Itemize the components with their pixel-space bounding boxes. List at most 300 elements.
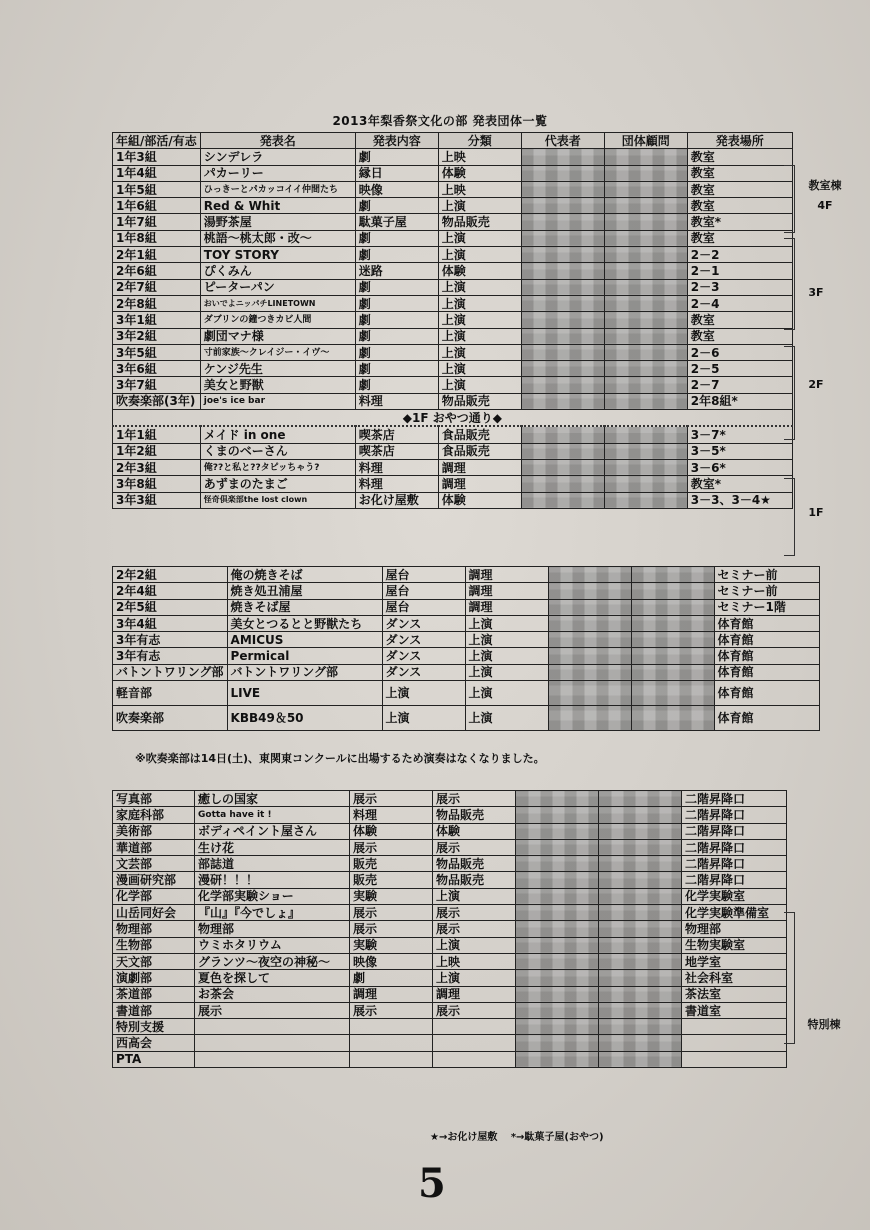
cell-col-4: 代表者 [521, 133, 604, 149]
cell-col-4 [521, 149, 604, 165]
cell-col-4 [521, 312, 604, 328]
cell-col-6: 二階昇降口 [682, 856, 787, 872]
table-row [113, 214, 793, 230]
cell-col-2: 劇 [355, 328, 438, 344]
cell-col-6: 二階昇降口 [682, 872, 787, 888]
cell-col-4 [516, 888, 599, 904]
table-row [113, 615, 820, 631]
cell-col-1: ボディペイント屋さん [195, 823, 350, 839]
cell-col-1: 物理部 [195, 921, 350, 937]
table-row [113, 791, 787, 807]
cell-col-2: 展示 [350, 1002, 433, 1018]
cell-col-2: 料理 [355, 476, 438, 492]
cell-col-0: 3年7組 [113, 377, 201, 393]
floor-label-special: 特別棟 [807, 1018, 841, 1031]
cell-col-5 [599, 839, 682, 855]
cell-col-2: 展示 [350, 839, 433, 855]
cell-col-4 [521, 344, 604, 360]
cell-col-3: 調理 [438, 459, 521, 475]
cell-col-2: 縁日 [355, 165, 438, 181]
cell-col-3: 展示 [433, 905, 516, 921]
cell-col-1: 『山』『今でしょ』 [195, 905, 350, 921]
cell-col-2: 屋台 [382, 567, 465, 583]
cell-col-3: 上演 [465, 648, 548, 664]
cell-col-2: 劇 [355, 279, 438, 295]
cell-col-5 [604, 263, 687, 279]
cell-col-2: 劇 [355, 377, 438, 393]
cell-col-2: 迷路 [355, 263, 438, 279]
cell-col-2 [350, 1019, 433, 1035]
cell-col-5 [599, 823, 682, 839]
cell-col-1: AMICUS [227, 632, 382, 648]
table-row [113, 181, 793, 197]
cell-col-3: 調理 [433, 986, 516, 1002]
cell-col-5 [599, 986, 682, 1002]
cell-col-1: 焼きそば屋 [227, 599, 382, 615]
cell-col-1: ピーターパン [200, 279, 355, 295]
cell-col-0: 華道部 [113, 839, 195, 855]
cell-col-2: 駄菓子屋 [355, 214, 438, 230]
cell-col-6: 体育館 [714, 648, 819, 664]
cell-col-0: 物理部 [113, 921, 195, 937]
cell-col-5 [604, 377, 687, 393]
table-row [113, 1019, 787, 1035]
cell-col-2: 料理 [355, 459, 438, 475]
cell-col-5 [604, 279, 687, 295]
cell-col-1: LIVE [227, 681, 382, 706]
cell-col-4 [548, 567, 631, 583]
cell-col-1: お茶会 [195, 986, 350, 1002]
cell-col-2: 映像 [355, 181, 438, 197]
cell-col-0: 2年3組 [113, 459, 201, 475]
cell-col-6: 教室 [687, 198, 792, 214]
cell-col-0: 書道部 [113, 1002, 195, 1018]
cell-col-3: 食品販売 [438, 426, 521, 443]
cell-col-2: 劇 [355, 361, 438, 377]
cell-col-6: 二階昇降口 [682, 823, 787, 839]
cell-col-4 [516, 839, 599, 855]
cell-col-2 [350, 1035, 433, 1051]
cell-col-0: PTA [113, 1051, 195, 1067]
cell-col-5 [631, 706, 714, 731]
cell-col-4 [548, 632, 631, 648]
cell-col-4 [521, 214, 604, 230]
cell-col-1: ひっきーとパカッコイイ仲間たち [200, 181, 355, 197]
cell-col-5 [599, 791, 682, 807]
table-row [113, 459, 793, 475]
cell-col-3: 上映 [438, 181, 521, 197]
cell-col-5 [604, 426, 687, 443]
cell-col-6: 体育館 [714, 681, 819, 706]
table-row [113, 279, 793, 295]
cell-col-5 [599, 921, 682, 937]
cell-col-3: 体験 [438, 263, 521, 279]
cell-col-0: 1年8組 [113, 230, 201, 246]
cell-col-0: 1年1組 [113, 426, 201, 443]
cell-col-3: 物品販売 [438, 214, 521, 230]
cell-col-0: 2年8組 [113, 295, 201, 311]
cell-col-0: 美術部 [113, 823, 195, 839]
table-row [113, 839, 787, 855]
cell-col-5 [631, 632, 714, 648]
table-row [113, 492, 793, 508]
cell-col-2: 販売 [350, 856, 433, 872]
cell-col-3: 上演 [465, 681, 548, 706]
table-section-1 [112, 132, 793, 509]
cell-col-1: 生け花 [195, 839, 350, 855]
cell-col-0: 3年6組 [113, 361, 201, 377]
cell-col-0: 2年6組 [113, 263, 201, 279]
cell-col-4 [516, 986, 599, 1002]
cell-col-4 [521, 393, 604, 409]
cell-col-1: 焼き処丑浦屋 [227, 583, 382, 599]
cell-col-1: 展示 [195, 1002, 350, 1018]
cell-col-3: 上演 [433, 937, 516, 953]
cell-col-0: 3年3組 [113, 492, 201, 508]
cell-col-0: 軽音部 [113, 681, 228, 706]
cell-col-0: 2年2組 [113, 567, 228, 583]
cell-col-5 [604, 328, 687, 344]
cell-col-2: 喫茶店 [355, 443, 438, 459]
cell-col-3: 上演 [438, 377, 521, 393]
cell-col-1 [195, 1035, 350, 1051]
cell-col-6: 教室 [687, 149, 792, 165]
cell-col-2: 喫茶店 [355, 426, 438, 443]
cell-col-6: 二階昇降口 [682, 839, 787, 855]
table-row [113, 823, 787, 839]
cell-col-6: 教室* [687, 476, 792, 492]
cell-col-0: 1年3組 [113, 149, 201, 165]
cell-col-4 [516, 791, 599, 807]
cell-col-5 [604, 181, 687, 197]
cell-col-2: 料理 [355, 393, 438, 409]
cell-col-5 [631, 615, 714, 631]
cell-col-5 [604, 443, 687, 459]
cell-col-1: 劇団マナ様 [200, 328, 355, 344]
cell-col-5 [604, 393, 687, 409]
cell-col-4 [521, 181, 604, 197]
cell-col-4 [516, 970, 599, 986]
cell-col-0: 天文部 [113, 953, 195, 969]
table-row [113, 632, 820, 648]
cell-col-0: 2年7組 [113, 279, 201, 295]
cell-col-4 [521, 295, 604, 311]
cell-col-0: 生物部 [113, 937, 195, 953]
table-section-3 [112, 790, 787, 1068]
cell-col-1: 美女と野獣 [200, 377, 355, 393]
cell-col-4 [516, 1051, 599, 1067]
cell-col-0: 西高会 [113, 1035, 195, 1051]
cell-col-1: ぴくみん [200, 263, 355, 279]
cell-col-5 [604, 361, 687, 377]
cell-col-1: 化学部実験ショー [195, 888, 350, 904]
cell-col-1: グランツ～夜空の神秘～ [195, 953, 350, 969]
cell-col-0: 2年5組 [113, 599, 228, 615]
cell-col-3: 調理 [465, 583, 548, 599]
cell-col-4 [521, 328, 604, 344]
cell-col-4 [521, 492, 604, 508]
cell-col-3: 上演 [433, 970, 516, 986]
cell-col-3: 展示 [433, 791, 516, 807]
cell-col-2: 発表内容 [355, 133, 438, 149]
cell-col-5 [604, 247, 687, 263]
cell-col-5 [631, 681, 714, 706]
cell-col-0: 家庭科部 [113, 807, 195, 823]
cell-col-6: 化学実験準備室 [682, 905, 787, 921]
cell-col-6: セミナー1階 [714, 599, 819, 615]
separator-row [113, 410, 793, 427]
cell-col-2: 上演 [382, 706, 465, 731]
cell-col-3: 展示 [433, 1002, 516, 1018]
cell-col-3: 食品販売 [438, 443, 521, 459]
table-row [113, 149, 793, 165]
cell-col-1: メイド in one [200, 426, 355, 443]
table-section-2 [112, 566, 820, 731]
cell-col-3: 上演 [438, 247, 521, 263]
table-row [113, 1051, 787, 1067]
cell-col-0: 化学部 [113, 888, 195, 904]
cell-col-3: 上演 [465, 664, 548, 680]
table-row [113, 970, 787, 986]
table-row [113, 583, 820, 599]
cell-col-5 [631, 599, 714, 615]
cell-col-3: 展示 [433, 921, 516, 937]
cell-col-5 [604, 476, 687, 492]
cell-col-4 [521, 426, 604, 443]
cell-col-2: 販売 [350, 872, 433, 888]
cell-col-2: 展示 [350, 905, 433, 921]
cell-col-4 [548, 681, 631, 706]
cell-col-4 [516, 937, 599, 953]
table-row [113, 377, 793, 393]
cell-col-6: 書道室 [682, 1002, 787, 1018]
cell-col-5 [604, 492, 687, 508]
cell-col-0: 漫画研究部 [113, 872, 195, 888]
cell-col-0: 3年5組 [113, 344, 201, 360]
cell-col-6: 2－7 [687, 377, 792, 393]
cell-col-6: 体育館 [714, 632, 819, 648]
cell-col-2: 劇 [350, 970, 433, 986]
cell-col-2: 調理 [350, 986, 433, 1002]
cell-col-0: 1年2組 [113, 443, 201, 459]
cell-col-4 [548, 706, 631, 731]
cell-col-6: 2－1 [687, 263, 792, 279]
cell-col-4 [521, 263, 604, 279]
table-row [113, 344, 793, 360]
note-brass-band: ※吹奏楽部は14日(土)、東関東コンクールに出場するため演奏はなくなりました。 [135, 752, 545, 765]
cell-col-2: 料理 [350, 807, 433, 823]
cell-col-4 [521, 459, 604, 475]
cell-col-0: 山岳同好会 [113, 905, 195, 921]
cell-col-5 [604, 312, 687, 328]
cell-col-6: 教室* [687, 214, 792, 230]
cell-col-5 [599, 1019, 682, 1035]
cell-col-4 [516, 921, 599, 937]
cell-col-6: 3－3、3－4★ [687, 492, 792, 508]
cell-col-2: 体験 [350, 823, 433, 839]
table-row [113, 986, 787, 1002]
cell-col-3 [433, 1051, 516, 1067]
cell-col-2: ダンス [382, 648, 465, 664]
cell-col-0: 2年4組 [113, 583, 228, 599]
cell-col-6: 物理部 [682, 921, 787, 937]
table-row [113, 567, 820, 583]
table-row [113, 476, 793, 492]
cell-col-4 [521, 361, 604, 377]
cell-col-1: 俺の焼きそば [227, 567, 382, 583]
separator-label: ◆1F おやつ通り◆ [113, 410, 793, 427]
cell-col-6 [682, 1051, 787, 1067]
floor-label-4f: 教室棟 4F [808, 179, 842, 212]
cell-col-6: 2－3 [687, 279, 792, 295]
cell-col-3: 体験 [433, 823, 516, 839]
cell-col-5 [599, 856, 682, 872]
cell-col-0: 吹奏楽部 [113, 706, 228, 731]
cell-col-1: バトントワリング部 [227, 664, 382, 680]
cell-col-4 [516, 1035, 599, 1051]
cell-col-2: 屋台 [382, 599, 465, 615]
cell-col-6: 二階昇降口 [682, 807, 787, 823]
cell-col-4 [516, 856, 599, 872]
cell-col-6: 社会科室 [682, 970, 787, 986]
cell-col-0: 2年1組 [113, 247, 201, 263]
cell-col-0: 1年5組 [113, 181, 201, 197]
cell-col-6: 生物実験室 [682, 937, 787, 953]
cell-col-1 [195, 1019, 350, 1035]
table-row [113, 664, 820, 680]
cell-col-6: 2－4 [687, 295, 792, 311]
cell-col-6: セミナー前 [714, 583, 819, 599]
cell-col-0: 1年4組 [113, 165, 201, 181]
table-row [113, 856, 787, 872]
cell-col-0: 1年7組 [113, 214, 201, 230]
cell-col-0: 写真部 [113, 791, 195, 807]
cell-col-1: 寸前家族～クレイジー・イヴ～ [200, 344, 355, 360]
cell-col-0: 3年8組 [113, 476, 201, 492]
cell-col-1: ダブリンの鐘つきカビ人間 [200, 312, 355, 328]
cell-col-4 [548, 583, 631, 599]
cell-col-1: あずまのたまご [200, 476, 355, 492]
bracket-3f [784, 238, 795, 330]
cell-col-6: 化学実験室 [682, 888, 787, 904]
cell-col-4 [516, 1002, 599, 1018]
cell-col-0: 3年有志 [113, 648, 228, 664]
cell-col-6: 茶法室 [682, 986, 787, 1002]
cell-col-3: 上映 [438, 149, 521, 165]
page-title: 2013年梨香祭文化の部 発表団体一覧 [332, 114, 548, 128]
cell-col-1: 桃語～桃太郎・改～ [200, 230, 355, 246]
cell-col-5 [604, 198, 687, 214]
cell-col-4 [521, 165, 604, 181]
table-row [113, 953, 787, 969]
cell-col-4 [516, 823, 599, 839]
cell-col-5 [604, 459, 687, 475]
cell-col-3: 物品販売 [433, 807, 516, 823]
cell-col-6: 二階昇降口 [682, 791, 787, 807]
table-row [113, 872, 787, 888]
cell-col-4 [521, 230, 604, 246]
floor-label-3f: 3F [808, 286, 824, 299]
cell-col-0: 演劇部 [113, 970, 195, 986]
cell-col-6: 体育館 [714, 615, 819, 631]
cell-col-4 [548, 599, 631, 615]
cell-col-3: 上演 [438, 295, 521, 311]
cell-col-0: 年組/部活/有志 [113, 133, 201, 149]
cell-col-2: 屋台 [382, 583, 465, 599]
cell-col-1: KBB49＆50 [227, 706, 382, 731]
table-row [113, 888, 787, 904]
table-row [113, 165, 793, 181]
cell-col-5 [599, 937, 682, 953]
cell-col-2: 展示 [350, 791, 433, 807]
cell-col-3: 上演 [438, 198, 521, 214]
cell-col-5 [631, 664, 714, 680]
cell-col-4 [521, 279, 604, 295]
cell-col-1: 夏色を探して [195, 970, 350, 986]
cell-col-1: Gotta have it ! [195, 807, 350, 823]
cell-col-6: 2－2 [687, 247, 792, 263]
cell-col-6: セミナー前 [714, 567, 819, 583]
cell-col-4 [516, 1019, 599, 1035]
cell-col-4 [521, 247, 604, 263]
cell-col-1: 怪奇倶楽部the lost clown [200, 492, 355, 508]
cell-col-1: 湯野茶屋 [200, 214, 355, 230]
cell-col-6 [682, 1019, 787, 1035]
table-row [113, 393, 793, 409]
cell-col-1: ウミホタリウム [195, 937, 350, 953]
cell-col-2: 劇 [355, 230, 438, 246]
cell-col-4 [548, 615, 631, 631]
cell-col-6: 体育館 [714, 706, 819, 731]
table-row [113, 1002, 787, 1018]
table-row [113, 295, 793, 311]
cell-col-2 [350, 1051, 433, 1067]
cell-col-3: 上映 [433, 953, 516, 969]
cell-col-3: 調理 [465, 599, 548, 615]
cell-col-2: 実験 [350, 888, 433, 904]
cell-col-3: 上演 [465, 632, 548, 648]
cell-col-3: 上演 [465, 706, 548, 731]
cell-col-6: 2－5 [687, 361, 792, 377]
cell-col-3: 上演 [438, 344, 521, 360]
cell-col-3: 上演 [465, 615, 548, 631]
cell-col-3: 上演 [438, 279, 521, 295]
cell-col-5 [604, 165, 687, 181]
table-row [113, 247, 793, 263]
cell-col-5 [604, 149, 687, 165]
floor-label-1f: 1F [808, 506, 824, 519]
cell-col-5 [599, 1035, 682, 1051]
cell-col-3 [433, 1019, 516, 1035]
cell-col-2: 劇 [355, 344, 438, 360]
cell-col-6: 2－6 [687, 344, 792, 360]
cell-col-1: 発表名 [200, 133, 355, 149]
bracket-4f [784, 165, 795, 233]
cell-col-5 [599, 953, 682, 969]
cell-col-1: Permical [227, 648, 382, 664]
cell-col-3: 物品販売 [438, 393, 521, 409]
page-number: 5 [418, 1160, 446, 1207]
cell-col-1: おいでよニッパチLINETOWN [200, 295, 355, 311]
cell-col-3: 物品販売 [433, 856, 516, 872]
cell-col-1: パカーリー [200, 165, 355, 181]
cell-col-2: お化け屋敷 [355, 492, 438, 508]
cell-col-3 [433, 1035, 516, 1051]
cell-col-2: 上演 [382, 681, 465, 706]
cell-col-1: TOY STORY [200, 247, 355, 263]
cell-col-1 [195, 1051, 350, 1067]
table-row [113, 937, 787, 953]
